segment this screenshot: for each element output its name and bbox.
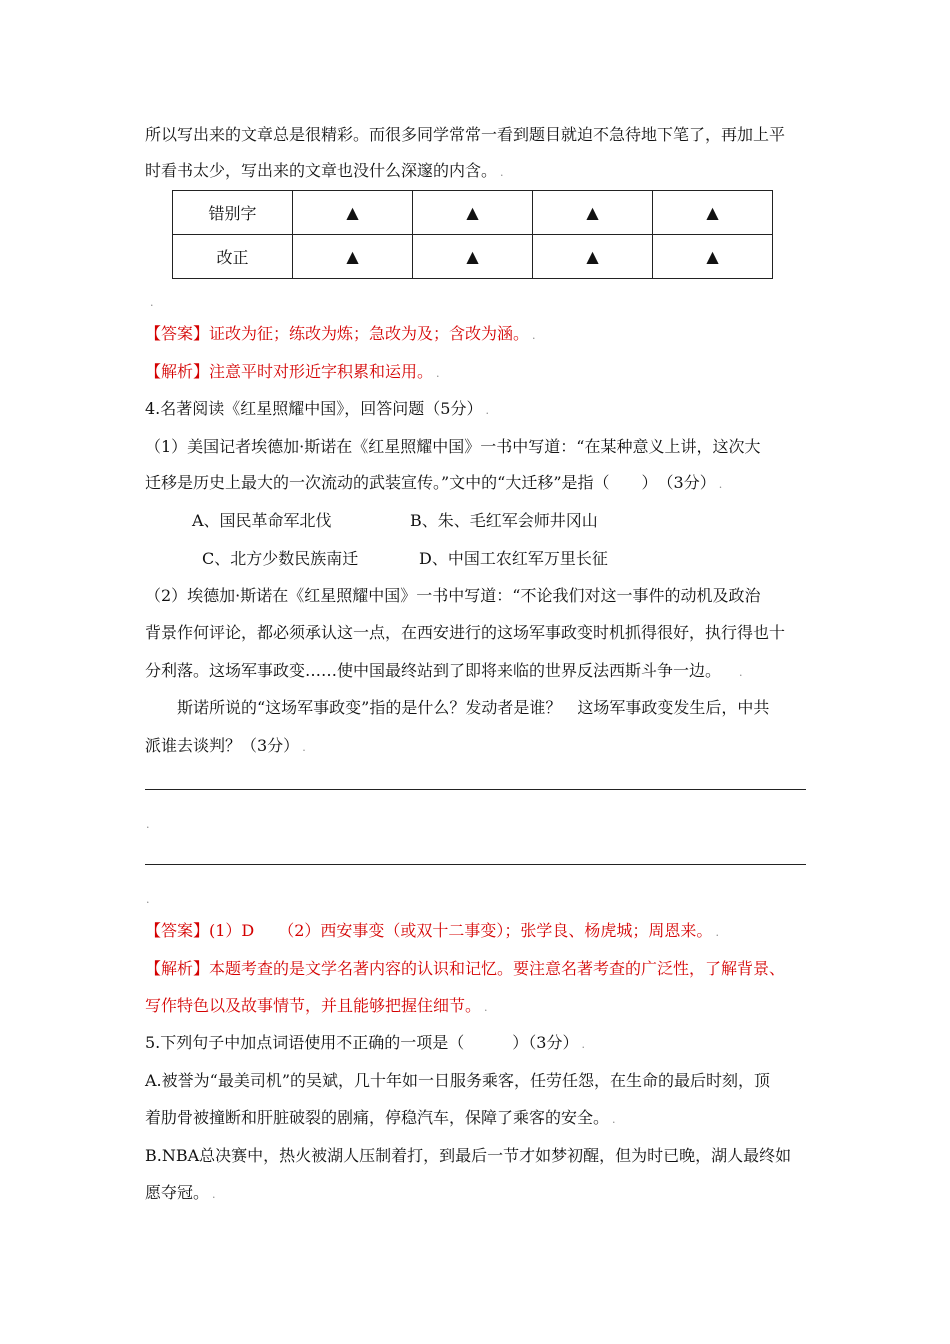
analysis-line: 写作特色以及故事情节，并且能够把握住细节。 . <box>145 996 488 1015</box>
triangle-icon: ▲ <box>293 191 413 235</box>
question-title: 5.下列句子中加点词语使用不正确的一项是（ ）（3分） . <box>145 1033 585 1052</box>
option-b: B.NBA总决赛中，热火被湖人压制着打，到最后一节才如梦初醒，但为时已晚，湖人最终如 <box>145 1146 792 1165</box>
row-header: 错别字 <box>173 191 293 235</box>
paragraph-line: 所以写出来的文章总是很精彩。而很多同学常常一看到题目就迫不急待地下笔了，再加上平 <box>145 125 786 144</box>
table-row <box>173 235 773 279</box>
option-a: A.被誉为“最美司机”的吴斌，几十年如一日服务乘客，任劳任怨，在生命的最后时刻，顶 <box>145 1071 771 1090</box>
option-a: 着肋骨被撞断和肝脏破裂的剧痛，停稳汽车，保障了乘客的安全。 . <box>145 1108 616 1127</box>
option-a: A、国民革命军北伐 <box>192 511 332 530</box>
question-text: 背景作何评论，都必须承认这一点，在西安进行的这场军事政变时机抓得很好，执行得也十 <box>145 623 786 642</box>
table-row <box>173 191 773 235</box>
option-b: B、朱、毛红军会师井冈山 <box>410 511 598 530</box>
question-text: 迁移是历史上最大的一次流动的武装宣传。”文中的“大迁移”是指（ ） （3分） . <box>145 473 723 492</box>
question-text: 分利落。这场军事政变……使中国最终站到了即将来临的世界反法西斯斗争一边。 . <box>145 661 743 680</box>
answer-blank-line <box>145 864 806 865</box>
triangle-icon: ▲ <box>653 235 773 279</box>
option-d: D、中国工农红军万里长征 <box>419 549 608 568</box>
question-text: 斯诺所说的“这场军事政变”指的是什么？发动者是谁？ 这场军事政变发生后，中共 <box>177 698 770 717</box>
analysis-line: 【解析】注意平时对形近字积累和运用。 . <box>145 362 440 381</box>
triangle-icon: ▲ <box>533 191 653 235</box>
answer-line: 【答案】(1）D （2）西安事变（或双十二事变）；张学良、杨虎城；周恩来。 . <box>145 921 719 940</box>
document-page: 所以写出来的文章总是很精彩。而很多同学常常一看到题目就迫不急待地下笔了，再加上平 时看书太少，写出来的文章也没什么深邃的内含。 . 错别字 ▲ ▲ ▲ ▲ 改正 ▲ ▲ ▲ ▲ . 【答案】证改为征；练改为炼；急改为及；含改为涵。 . 【解析】注意平时对形近字积累和运用。 . 4.名著阅读《红星照耀中国》，回答问题（5分） . （1）美国记者埃德加·斯诺在《红星照耀中国》一书中写道：“在某种意义上讲，这次大 迁移是历史上最大的一次流动的武装宣传。”文中的“大迁移”是指（ ） （3分） . A、国民革命军北伐 B、朱、毛红军会师井冈山 C、北方少数民族南迁 D、中国工农红军万里长征 （2）埃德加·斯诺在《红星照耀中国》一书中写道：“不论我们对这一事件的动机及政治 背景作何评论，都必须承认这一点，在西安进行的这场军事政变时机抓得很好，执行得也十 分利落。这场军事政变……使中国最终站到了即将来临的世界反法西斯斗争一边。 . 斯诺所说的“这场军事政变”指的是什么？发动者是谁？ 这场军事政变发生后，中共 派谁去谈判？（3分） . . . 【答案】(1）D （2）西安事变（或双十二事变）；张学良、杨虎城；周恩来。 . 【解析】本题考查的是文学名著内容的认识和记忆。要注意名著考查的广泛性，了解背景、 写作特色以及故事情节，并且能够把握住细节。 . 5.下列句子中加点词语使用不正确的一项是（ ）（3分） . A.被誉为“最美司机”的吴斌，几十年如一日服务乘客，任劳任怨，在生命的最后时刻，顶 着肋骨被撞断和肝脏破裂的剧痛，停稳汽车，保障了乘客的安全。 . B.NBA总决赛中，热火被湖人压制着打，到最后一节才如梦初醒，但为时已晚，湖人最终如 愿夺冠。 . <box>0 0 950 1344</box>
question-text: （2）埃德加·斯诺在《红星照耀中国》一书中写道：“不论我们对这一事件的动机及政治 <box>145 586 761 605</box>
row-header: 改正 <box>173 235 293 279</box>
correction-table <box>172 190 773 279</box>
triangle-icon: ▲ <box>413 191 533 235</box>
triangle-icon: ▲ <box>533 235 653 279</box>
option-c: C、北方少数民族南迁 <box>202 549 359 568</box>
option-b: 愿夺冠。 . <box>145 1183 216 1202</box>
analysis-line: 【解析】本题考查的是文学名著内容的认识和记忆。要注意名著考查的广泛性，了解背景、 <box>145 959 786 978</box>
triangle-icon: ▲ <box>293 235 413 279</box>
answer-blank-line <box>145 789 806 790</box>
paragraph-line: 时看书太少，写出来的文章也没什么深邃的内含。 . <box>145 161 504 180</box>
question-text: 派谁去谈判？（3分） . <box>145 736 306 755</box>
question-text: （1）美国记者埃德加·斯诺在《红星照耀中国》一书中写道：“在某种意义上讲，这次大 <box>145 437 761 456</box>
answer-line: 【答案】证改为征；练改为炼；急改为及；含改为涵。 . <box>145 324 536 343</box>
triangle-icon: ▲ <box>653 191 773 235</box>
question-title: 4.名著阅读《红星照耀中国》，回答问题（5分） . <box>145 399 489 418</box>
triangle-icon: ▲ <box>413 235 533 279</box>
